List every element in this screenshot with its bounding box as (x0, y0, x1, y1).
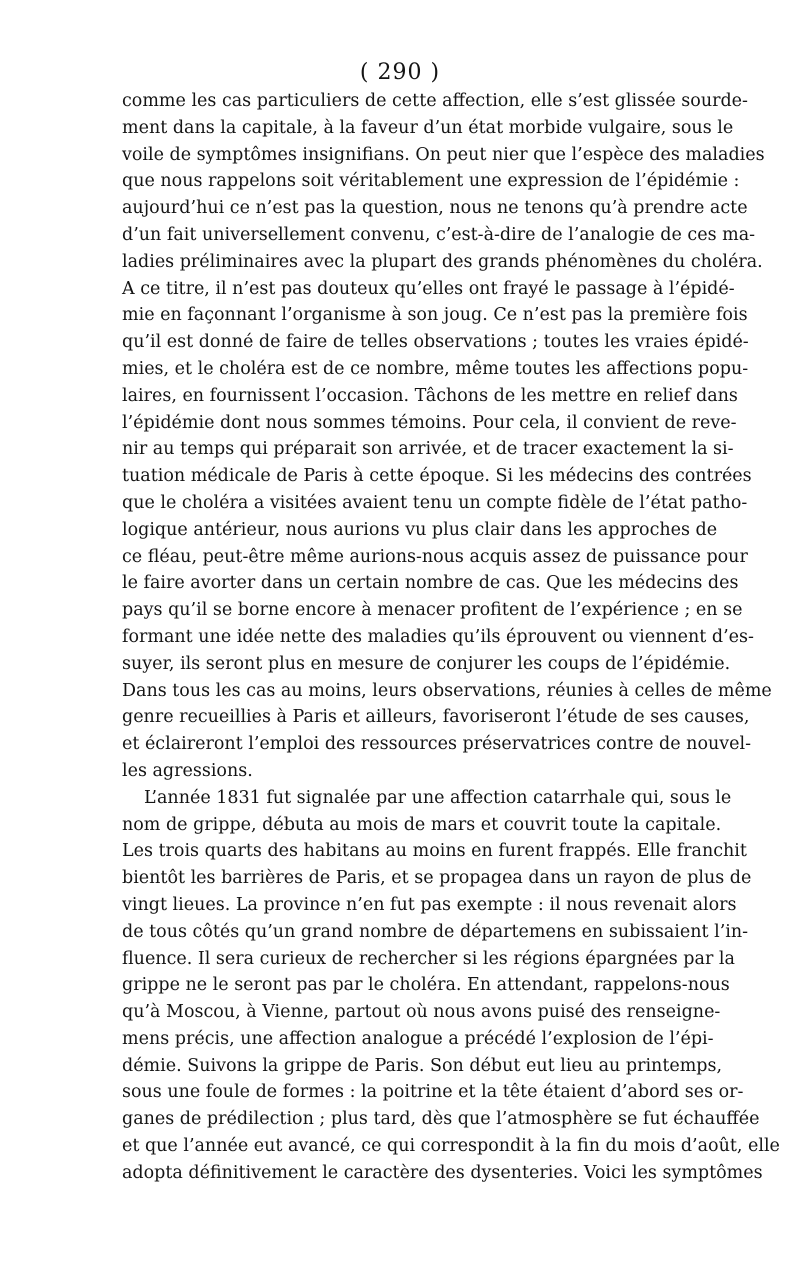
text-line: sous une foule de formes : la poitrine et la tête étaient d’abord ses or- (122, 1082, 744, 1103)
text-line: mie en façonnant l’organisme à son joug. Ce n’est pas la première fois (122, 305, 748, 326)
text-line: le faire avorter dans un certain nombre de cas. Que les médecins des (122, 573, 739, 594)
text-line: que nous rappelons soit véritablement une expression de l’épidémie : (122, 171, 740, 192)
text-line: genre recueillies à Paris et ailleurs, favoriseront l’étude de ses causes, (122, 707, 750, 728)
text-line: aujourd’hui ce n’est pas la question, nous ne tenons qu’à prendre acte (122, 198, 748, 219)
text-line: l’épidémie dont nous sommes témoins. Pour cela, il convient de reve- (122, 412, 737, 433)
text-line: de tous côtés qu’un grand nombre de départemens en subissaient l’in- (122, 921, 749, 942)
text-line: Dans tous les cas au moins, leurs observations, réunies à celles de même (122, 680, 772, 701)
text-line: mies, et le choléra est de ce nombre, même toutes les affections popu- (122, 358, 749, 379)
text-line: et que l’année eut avancé, ce qui correspondit à la fin du mois d’août, elle (122, 1136, 780, 1157)
text-line: comme les cas particuliers de cette affection, elle s’est glissée sourde- (122, 91, 748, 111)
text-line: qu’il est donné de faire de telles observations ; toutes les vraies épidé- (122, 332, 749, 353)
text-line: nom de grippe, débuta au mois de mars et couvrit toute la capitale. (122, 814, 722, 835)
text-line: que le choléra a visitées avaient tenu un compte fidèle de l’état patho- (122, 492, 748, 513)
text-line: L’année 1831 fut signalée par une affection catarrhale qui, sous le (144, 787, 732, 808)
text-line: adopta définitivement le caractère des dysenteries. Voici les symptômes (122, 1162, 763, 1183)
text-line: Les trois quarts des habitans au moins en furent frappés. Elle franchit (122, 841, 747, 862)
text-line: ladies préliminaires avec la plupart des grands phénomènes du choléra. (122, 251, 763, 272)
text-line: nir au temps qui préparait son arrivée, et de tracer exactement la si- (122, 439, 734, 460)
text-line: ce fléau, peut-être même aurions-nous acquis assez de puissance pour (122, 546, 748, 567)
text-line: et éclaireront l’emploi des ressources préservatrices contre de nouvel- (122, 734, 752, 755)
text-line: ment dans la capitale, à la faveur d’un état morbide vulgaire, sous le (122, 117, 734, 138)
page-number: ( 290 ) (359, 60, 441, 85)
text-line: tuation médicale de Paris à cette époque. Si les médecins des contrées (122, 466, 752, 487)
text-line: bientôt les barrières de Paris, et se propagea dans un rayon de plus de (122, 868, 752, 889)
text-line: les agressions. (122, 760, 253, 781)
text-line: laires, en fournissent l’occasion. Tâchons de les mettre en relief dans (122, 385, 738, 406)
text-line: voile de symptômes insignifians. On peut nier que l’espèce des maladies (122, 144, 765, 165)
text-line: démie. Suivons la grippe de Paris. Son début eut lieu au printemps, (122, 1055, 723, 1076)
text-line: vingt lieues. La province n’en fut pas exempte : il nous revenait alors (122, 894, 737, 915)
text-line: mens précis, une affection analogue a précédé l’explosion de l’épi- (122, 1028, 714, 1049)
text-line: suyer, ils seront plus en mesure de conjurer les coups de l’épidémie. (122, 653, 731, 674)
text-line: A ce titre, il n’est pas douteux qu’elles ont frayé le passage à l’épidé- (122, 278, 735, 299)
text-line: d’un fait universellement convenu, c’est-à-dire de l’analogie de ces ma- (122, 224, 756, 245)
text-line: formant une idée nette des maladies qu’ils éprouvent ou viennent d’es- (122, 626, 754, 647)
text-line: logique antérieur, nous aurions vu plus clair dans les approches de (122, 519, 718, 540)
text-line: ganes de prédilection ; plus tard, dès que l’atmosphère se fut échauffée (122, 1109, 760, 1130)
body-text (122, 88, 780, 1187)
text-line: fluence. Il sera curieux de rechercher si les régions épargnées par la (122, 948, 735, 969)
text-line: qu’à Moscou, à Vienne, partout où nous avons puisé des renseigne- (122, 1002, 721, 1023)
text-line: pays qu’il se borne encore à menacer profitent de l’expérience ; en se (122, 600, 743, 621)
text-line: grippe ne le seront pas par le choléra. En attendant, rappelons-nous (122, 975, 730, 996)
